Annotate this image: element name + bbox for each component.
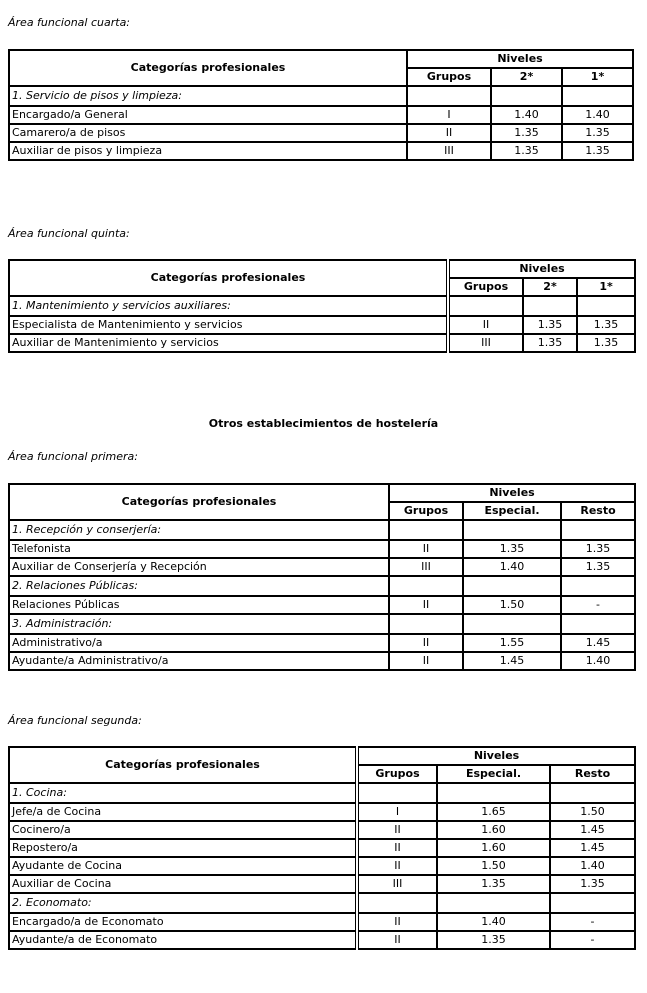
header-category: Categorías profesionales [9,50,407,86]
level-b-cell [561,576,635,596]
level-b-cell: 1.35 [577,316,635,334]
header-category: Categorías profesionales [9,260,448,296]
table-row [9,106,633,124]
level-a-cell [463,520,561,540]
subcategory-label: 2. Economato: [9,893,357,913]
table-body [9,86,633,160]
level-a-cell [463,614,561,634]
group-cell: II [448,316,523,334]
level-b-cell: 1.45 [550,821,635,839]
level-a-cell: 1.35 [437,931,550,949]
subcategory-label: 1. Servicio de pisos y limpieza: [9,86,407,106]
level-a-cell: 1.35 [491,142,562,160]
group-cell: II [357,857,437,875]
group-cell: III [357,875,437,893]
group-cell: II [389,596,463,614]
header-levels: Niveles [389,484,635,502]
level-b-cell [561,520,635,540]
header-col-level-2: 2* [491,68,562,86]
subcategory-row [9,576,635,596]
header-levels: Niveles [448,260,635,278]
table-row [9,558,635,576]
table-row [9,875,635,893]
category-name: Encargado/a de Economato [9,913,357,931]
level-b-cell [550,783,635,803]
level-a-cell [463,576,561,596]
group-cell [357,893,437,913]
header-col-level-1: 1* [577,278,635,296]
header-col-resto: Resto [561,502,635,520]
level-b-cell: 1.40 [562,106,633,124]
table-row [9,839,635,857]
level-a-cell: 1.35 [491,124,562,142]
group-cell: II [357,913,437,931]
level-a-cell: 1.60 [437,839,550,857]
level-a-cell [437,893,550,913]
level-b-cell: - [550,913,635,931]
subcategory-label: 1. Recepción y conserjería: [9,520,389,540]
level-a-cell: 1.50 [437,857,550,875]
header-col-groups: Grupos [357,765,437,783]
header-col-groups: Grupos [407,68,491,86]
table-body [9,783,635,949]
table-row [9,142,633,160]
subcategory-label: 1. Mantenimiento y servicios auxiliares: [9,296,448,316]
category-name: Cocinero/a [9,821,357,839]
subcategory-label: 3. Administración: [9,614,389,634]
level-a-cell [491,86,562,106]
table-row [9,803,635,821]
subcategory-label: 2. Relaciones Públicas: [9,576,389,596]
category-name: Camarero/a de pisos [9,124,407,142]
table-row [9,540,635,558]
level-a-cell [437,783,550,803]
table-area-segunda [8,746,636,950]
level-b-cell [550,893,635,913]
header-category: Categorías profesionales [9,484,389,520]
level-b-cell: 1.40 [550,857,635,875]
category-name: Telefonista [9,540,389,558]
group-cell: II [407,124,491,142]
table-row [9,596,635,614]
group-cell: III [389,558,463,576]
header-col-especial: Especial. [437,765,550,783]
level-b-cell: - [550,931,635,949]
level-b-cell: 1.45 [550,839,635,857]
level-b-cell [577,296,635,316]
table-row [9,634,635,652]
group-cell: II [389,540,463,558]
table-row [9,821,635,839]
category-name: Auxiliar de Mantenimiento y servicios [9,334,448,352]
table-row [9,652,635,670]
table-row [9,316,635,334]
level-a-cell: 1.65 [437,803,550,821]
subcategory-row [9,86,633,106]
level-b-cell: - [561,596,635,614]
level-b-cell: 1.50 [550,803,635,821]
group-cell: II [389,634,463,652]
level-a-cell: 1.60 [437,821,550,839]
category-name: Auxiliar de Conserjería y Recepción [9,558,389,576]
level-b-cell: 1.35 [562,124,633,142]
subcategory-row [9,296,635,316]
level-a-cell: 1.45 [463,652,561,670]
level-a-cell: 1.50 [463,596,561,614]
level-b-cell [562,86,633,106]
category-name: Ayudante de Cocina [9,857,357,875]
level-b-cell: 1.40 [561,652,635,670]
table-row [9,931,635,949]
level-a-cell: 1.55 [463,634,561,652]
area-label-cuarta: Área funcional cuarta: [8,16,131,29]
level-a-cell [523,296,577,316]
header-col-resto: Resto [550,765,635,783]
level-a-cell: 1.35 [523,334,577,352]
level-b-cell: 1.45 [561,634,635,652]
header-col-groups: Grupos [448,278,523,296]
group-cell [389,576,463,596]
category-name: Auxiliar de pisos y limpieza [9,142,407,160]
subcategory-row [9,893,635,913]
group-cell: III [407,142,491,160]
group-cell [389,520,463,540]
table-area-quinta [8,259,636,353]
category-name: Encargado/a General [9,106,407,124]
area-label-segunda: Área funcional segunda: [8,714,142,727]
group-cell: III [448,334,523,352]
category-name: Repostero/a [9,839,357,857]
level-b-cell: 1.35 [561,540,635,558]
level-a-cell: 1.35 [437,875,550,893]
table-body [9,520,635,670]
group-cell: I [407,106,491,124]
table-row [9,124,633,142]
subcategory-row [9,520,635,540]
group-cell [357,783,437,803]
table-row [9,913,635,931]
level-a-cell: 1.40 [491,106,562,124]
header-col-level-1: 1* [562,68,633,86]
header-levels: Niveles [407,50,633,68]
table-area-cuarta [8,49,634,161]
category-name: Auxiliar de Cocina [9,875,357,893]
subcategory-row [9,614,635,634]
header-col-level-2: 2* [523,278,577,296]
category-name: Jefe/a de Cocina [9,803,357,821]
level-a-cell: 1.35 [523,316,577,334]
group-cell: I [357,803,437,821]
table-area-primera [8,483,636,671]
group-cell: II [389,652,463,670]
level-b-cell [561,614,635,634]
level-b-cell: 1.35 [577,334,635,352]
level-b-cell: 1.35 [562,142,633,160]
group-cell [448,296,523,316]
level-b-cell: 1.35 [550,875,635,893]
table-body [9,296,635,352]
level-b-cell: 1.35 [561,558,635,576]
category-name: Relaciones Públicas [9,596,389,614]
subcategory-row [9,783,635,803]
header-col-especial: Especial. [463,502,561,520]
level-a-cell: 1.35 [463,540,561,558]
category-name: Administrativo/a [9,634,389,652]
header-levels: Niveles [357,747,635,765]
area-label-quinta: Área funcional quinta: [8,227,130,240]
category-name: Ayudante/a Administrativo/a [9,652,389,670]
group-cell: II [357,931,437,949]
area-label-primera: Área funcional primera: [8,450,138,463]
level-a-cell: 1.40 [463,558,561,576]
group-cell: II [357,839,437,857]
table-row [9,334,635,352]
table-row [9,857,635,875]
category-name: Especialista de Mantenimiento y servicios [9,316,448,334]
group-cell [389,614,463,634]
group-cell: II [357,821,437,839]
subcategory-label: 1. Cocina: [9,783,357,803]
level-a-cell: 1.40 [437,913,550,931]
section-title-otros-establecimientos: Otros establecimientos de hostelería [208,417,439,430]
header-col-groups: Grupos [389,502,463,520]
header-category: Categorías profesionales [9,747,357,783]
category-name: Ayudante/a de Economato [9,931,357,949]
group-cell [407,86,491,106]
